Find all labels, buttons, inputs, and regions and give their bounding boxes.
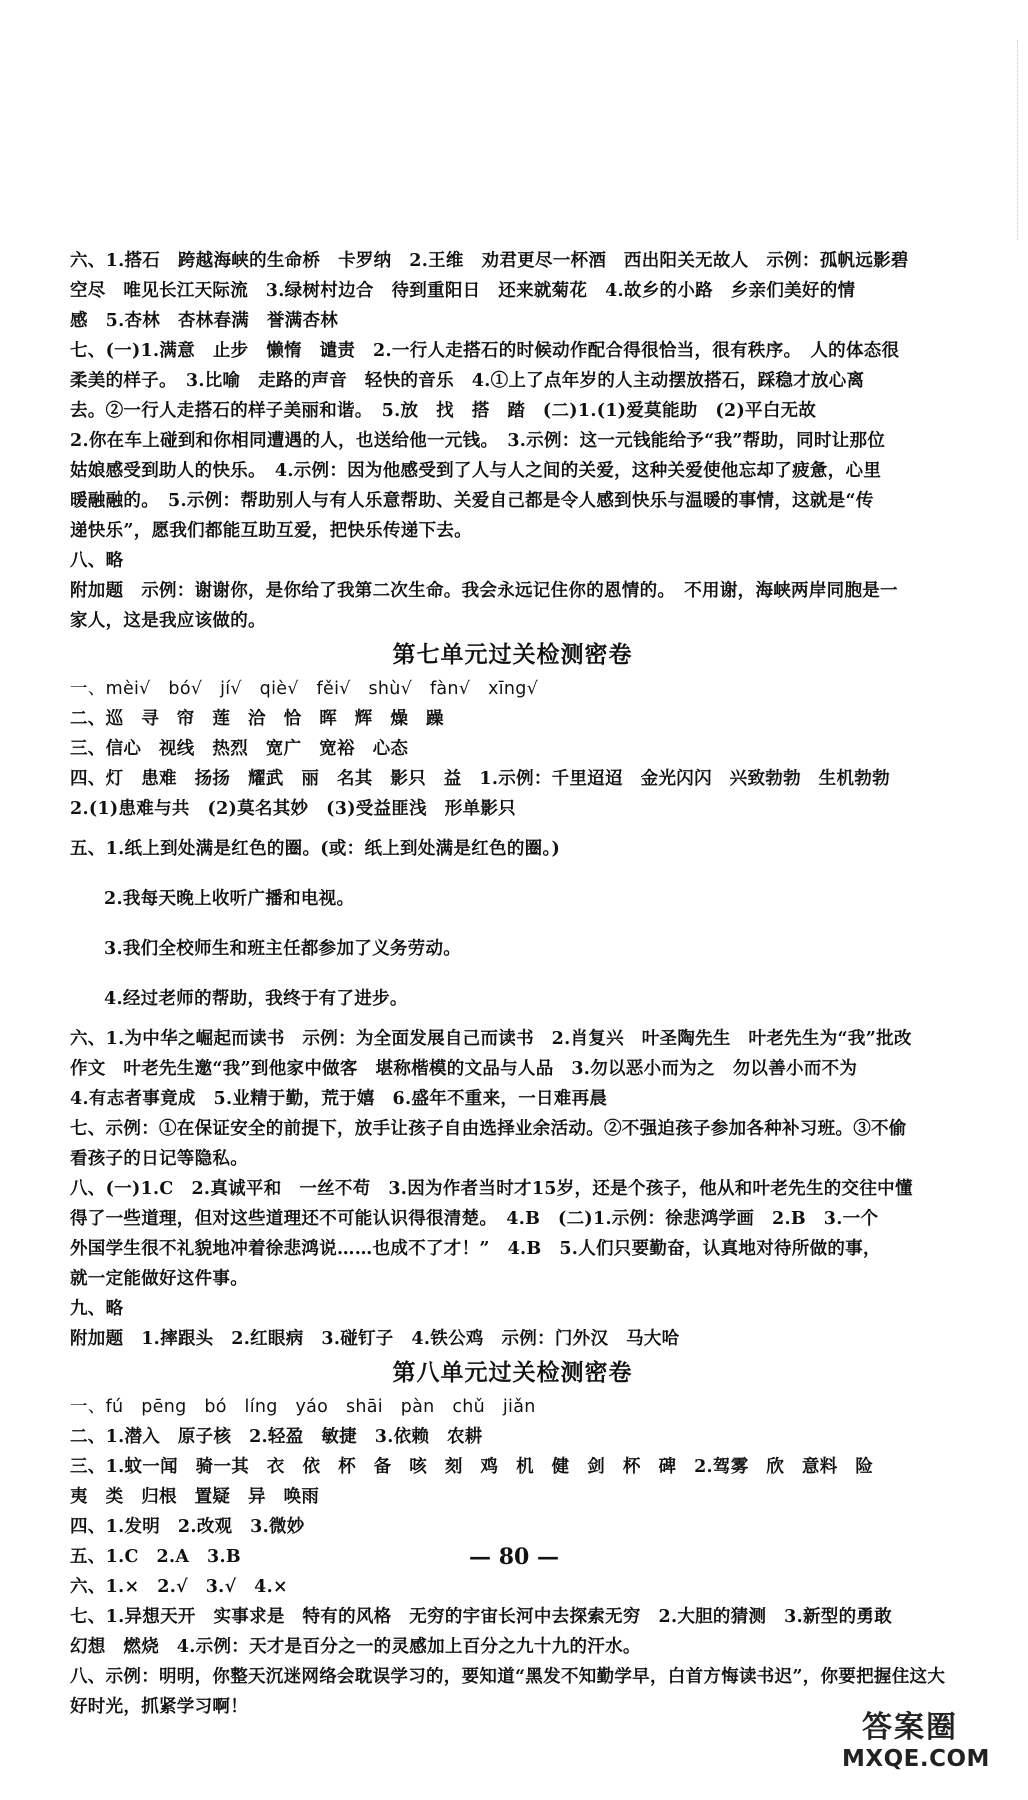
answer-line: 就一定能做好这件事。 — [70, 1269, 248, 1289]
answer-line: 七、1.异想天开 实事求是 特有的风格 无穷的宇宙长河中去探索无穷 2.大胆的猜测 3.新型的勇敢 — [70, 1607, 893, 1627]
pinyin-answer-line: 一、mèi√ bó√ jí√ qiè√ fěi√ shù√ fàn√ xīng√ — [70, 679, 539, 699]
answer-line: 家人，这是我应该做的。 — [70, 611, 266, 631]
answer-line: 姑娘感受到助人的快乐。 4.示例：因为他感受到了人与人之间的关爱，这种关爱使他忘却了疲惫，心里 — [70, 461, 882, 481]
answer-line: 幻想 燃烧 4.示例：天才是百分之一的灵感加上百分之九十九的汗水。 — [70, 1637, 641, 1657]
scan-edge-mark — [1016, 40, 1018, 240]
unit-7-heading: 第七单元过关检测密卷 — [392, 642, 633, 668]
answer-line: 递快乐”，愿我们都能互助互爱，把快乐传递下去。 — [70, 521, 472, 541]
watermark-title: 答案圈 — [862, 1710, 958, 1745]
answer-content — [70, 246, 955, 1722]
answer-line: 4.经过老师的帮助，我终于有了进步。 — [104, 989, 408, 1009]
answer-line: 附加题 1.摔跟头 2.红眼病 3.碰钉子 4.铁公鸡 示例：门外汉 马大哈 — [70, 1329, 680, 1349]
answer-line: 空尽 唯见长江天际流 3.绿树村边合 待到重阳日 还来就菊花 4.故乡的小路 乡亲们美好的情 — [70, 281, 856, 301]
answer-line: 二、巡 寻 帘 莲 洽 恰 晖 辉 燥 躁 — [70, 709, 444, 729]
answer-line: 九、略 — [70, 1299, 124, 1319]
answer-line: 柔美的样子。 3.比喻 走路的声音 轻快的音乐 4.①上了点年岁的人主动摆放搭石，踩稳才放心离 — [70, 371, 865, 391]
unit-8-heading: 第八单元过关检测密卷 — [392, 1360, 633, 1386]
unit-7-answers — [70, 674, 955, 1354]
answer-line: 4.有志者事竟成 5.业精于勤，荒于嬉 6.盛年不重来，一日难再晨 — [70, 1089, 608, 1109]
answer-line: 去。②一行人走搭石的样子美丽和谐。 5.放 找 搭 踏 (二)1.(1)爱莫能助 (2)平白无故 — [70, 401, 817, 421]
answer-line: 四、1.发明 2.改观 3.微妙 — [70, 1517, 305, 1537]
answer-line: 八、略 — [70, 551, 124, 571]
pinyin-answer-line: 一、fú pēng bó líng yáo shāi pàn chǔ jiǎn — [70, 1397, 536, 1417]
page-number: — 80 — — [469, 1544, 559, 1570]
answer-line: 2.我每天晚上收听广播和电视。 — [104, 889, 355, 909]
answer-line: 七、示例：①在保证安全的前提下，放手让孩子自由选择业余活动。②不强迫孩子参加各种补习班。③不偷 — [70, 1119, 907, 1139]
answer-line: 看孩子的日记等隐私。 — [70, 1149, 248, 1169]
answer-line: 外国学生很不礼貌地冲着徐悲鸿说……也成不了才！” 4.B 5.人们只要勤奋，认真地对待所做的事， — [70, 1239, 881, 1259]
answer-line: 3.我们全校师生和班主任都参加了义务劳动。 — [104, 939, 462, 959]
answer-line: 五、1.C 2.A 3.B — [70, 1547, 242, 1567]
answer-line: 六、1.× 2.√ 3.√ 4.× — [70, 1577, 289, 1597]
answer-line: 暖融融的。 5.示例：帮助别人与有人乐意帮助、关爱自己都是令人感到快乐与温暖的事情，这就是“传 — [70, 491, 874, 511]
answer-line: 三、信心 视线 热烈 宽广 宽裕 心态 — [70, 739, 409, 759]
answer-line: 五、1.纸上到处满是红色的圈。(或：纸上到处满是红色的圈。) — [70, 839, 561, 859]
watermark-logo — [820, 1702, 1010, 1782]
answer-line: 四、灯 患难 扬扬 耀武 丽 名其 影只 益 1.示例：千里迢迢 金光闪闪 兴致勃勃 生机勃勃 — [70, 769, 890, 789]
answer-line: 六、1.搭石 跨越海峡的生命桥 卡罗纳 2.王维 劝君更尽一杯酒 西出阳关无故人 示例：孤帆远影碧 — [70, 251, 909, 271]
answer-line: 好时光，抓紧学习啊！ — [70, 1697, 248, 1717]
answer-line: 感 5.杏林 杏林春满 誉满杏林 — [70, 311, 339, 331]
answer-line: 八、示例：明明，你整天沉迷网络会耽误学习的，要知道“黑发不知勤学早，白首方悔读书迟”，你要把握住这大 — [70, 1667, 946, 1687]
answer-line: 附加题 示例：谢谢你，是你给了我第二次生命。我会永远记住你的恩情的。 不用谢，海峡两岸同胞是一 — [70, 581, 898, 601]
answer-line: 二、1.潜入 原子核 2.轻盈 敏捷 3.依赖 农耕 — [70, 1427, 483, 1447]
answer-line: 得了一些道理，但对这些道理还不可能认识得很清楚。 4.B (二)1.示例：徐悲鸿学画 2.B 3.一个 — [70, 1209, 879, 1229]
answer-line: 2.(1)患难与共 (2)莫名其妙 (3)受益匪浅 形单影只 — [70, 799, 516, 819]
watermark-url: MXQE.COM — [842, 1746, 990, 1772]
answer-line: 六、1.为中华之崛起而读书 示例：为全面发展自己而读书 2.肖复兴 叶圣陶先生 叶老先生为“我”批改 — [70, 1029, 912, 1049]
answer-line: 七、(一)1.满意 止步 懒惰 谴责 2.一行人走搭石的时候动作配合得很恰当，很有秩序。 人的体态很 — [70, 341, 900, 361]
answer-line: 三、1.蚊一闻 骑一其 衣 依 杯 备 咳 刻 鸡 机 健 剑 杯 碑 2.驾雾 欣 意料 险 — [70, 1457, 874, 1477]
answer-line: 作文 叶老先生邀“我”到他家中做客 堪称楷模的文品与人品 3.勿以恶小而为之 勿以善小而不为 — [70, 1059, 858, 1079]
answer-line: 八、(一)1.C 2.真诚平和 一丝不苟 3.因为作者当时才15岁，还是个孩子，他从和叶老先生的交往中懂 — [70, 1179, 913, 1199]
unit-6-answers — [70, 246, 955, 636]
answer-line: 夷 类 归根 置疑 异 唤雨 — [70, 1487, 320, 1507]
answer-line: 2.你在车上碰到和你相同遭遇的人，也送给他一元钱。 3.示例：这一元钱能给予“我”帮助，同时让那位 — [70, 431, 886, 451]
